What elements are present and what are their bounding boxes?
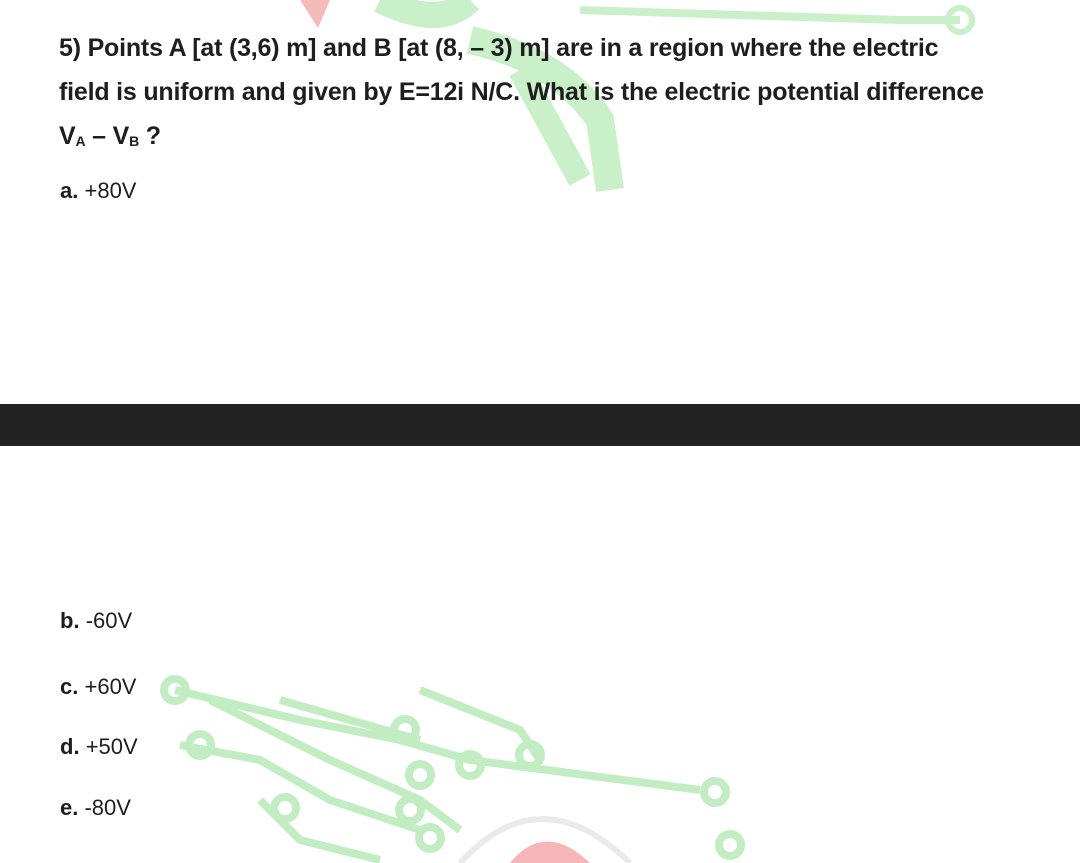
question-line-1: 5) Points A [at (3,6) m] and B [at (8, – 3) m] are in a region where the electric xyxy=(59,34,939,62)
vb-subscript: B xyxy=(129,133,140,149)
option-c-letter: c. xyxy=(60,674,79,699)
question-mark: ? xyxy=(139,122,161,150)
option-b-value: -60V xyxy=(85,608,133,633)
va-symbol: V xyxy=(59,122,76,150)
option-d[interactable] xyxy=(60,734,138,760)
vb-symbol: V xyxy=(112,122,130,150)
option-d-letter: d. xyxy=(60,734,80,759)
option-b-letter: b. xyxy=(60,608,80,633)
question-line-2: field is uniform and given by E=12i N/C. What is the electric potential difference xyxy=(59,78,984,106)
option-c[interactable] xyxy=(60,674,136,700)
va-subscript: A xyxy=(75,133,86,149)
option-a-letter: a. xyxy=(60,178,79,203)
option-a-value: +80V xyxy=(84,178,137,203)
option-e-letter: e. xyxy=(60,795,79,820)
option-e-value: -80V xyxy=(84,795,131,820)
option-c-value: +60V xyxy=(84,674,137,699)
option-e[interactable] xyxy=(60,795,131,821)
option-d-value: +50V xyxy=(85,734,138,759)
watermark-circuit xyxy=(164,679,741,860)
question-text xyxy=(59,26,1069,163)
option-b[interactable] xyxy=(60,608,132,634)
question-line-3 xyxy=(59,114,1069,163)
minus-sign: – xyxy=(85,122,113,150)
watermark-emblem xyxy=(460,819,630,863)
option-a[interactable] xyxy=(60,178,136,204)
black-bar xyxy=(0,404,1080,446)
